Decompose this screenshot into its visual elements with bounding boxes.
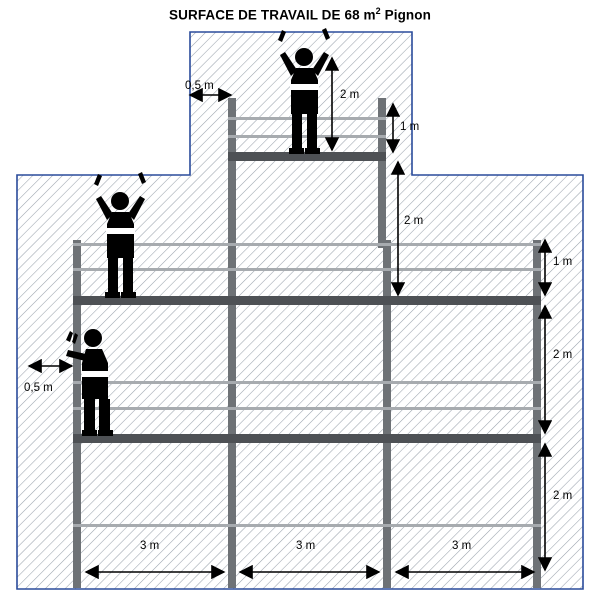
scaffold-base-rail <box>73 524 541 527</box>
label-mid-guardrail-height: 1 m <box>553 256 573 268</box>
label-bay-width-right: 3 m <box>452 540 472 552</box>
page-title-prefix: SURFACE DE TRAVAIL DE 68 m <box>169 7 376 23</box>
page-title-superscript: 2 <box>375 6 381 16</box>
label-bay-width-left: 3 m <box>140 540 160 552</box>
label-top-worker-height: 2 m <box>340 89 360 101</box>
label-upper-platform-offset: 0,5 m <box>185 80 214 92</box>
label-bay-width-center: 3 m <box>296 540 316 552</box>
label-top-guardrail-height: 1 m <box>400 121 420 133</box>
label-lower-platform-offset: 0,5 m <box>24 382 53 394</box>
page-title-suffix: Pignon <box>380 7 431 23</box>
label-upper-bay-height: 2 m <box>404 215 424 227</box>
label-mid-bay-height: 2 m <box>553 349 573 361</box>
label-lower-bay-height: 2 m <box>553 490 573 502</box>
